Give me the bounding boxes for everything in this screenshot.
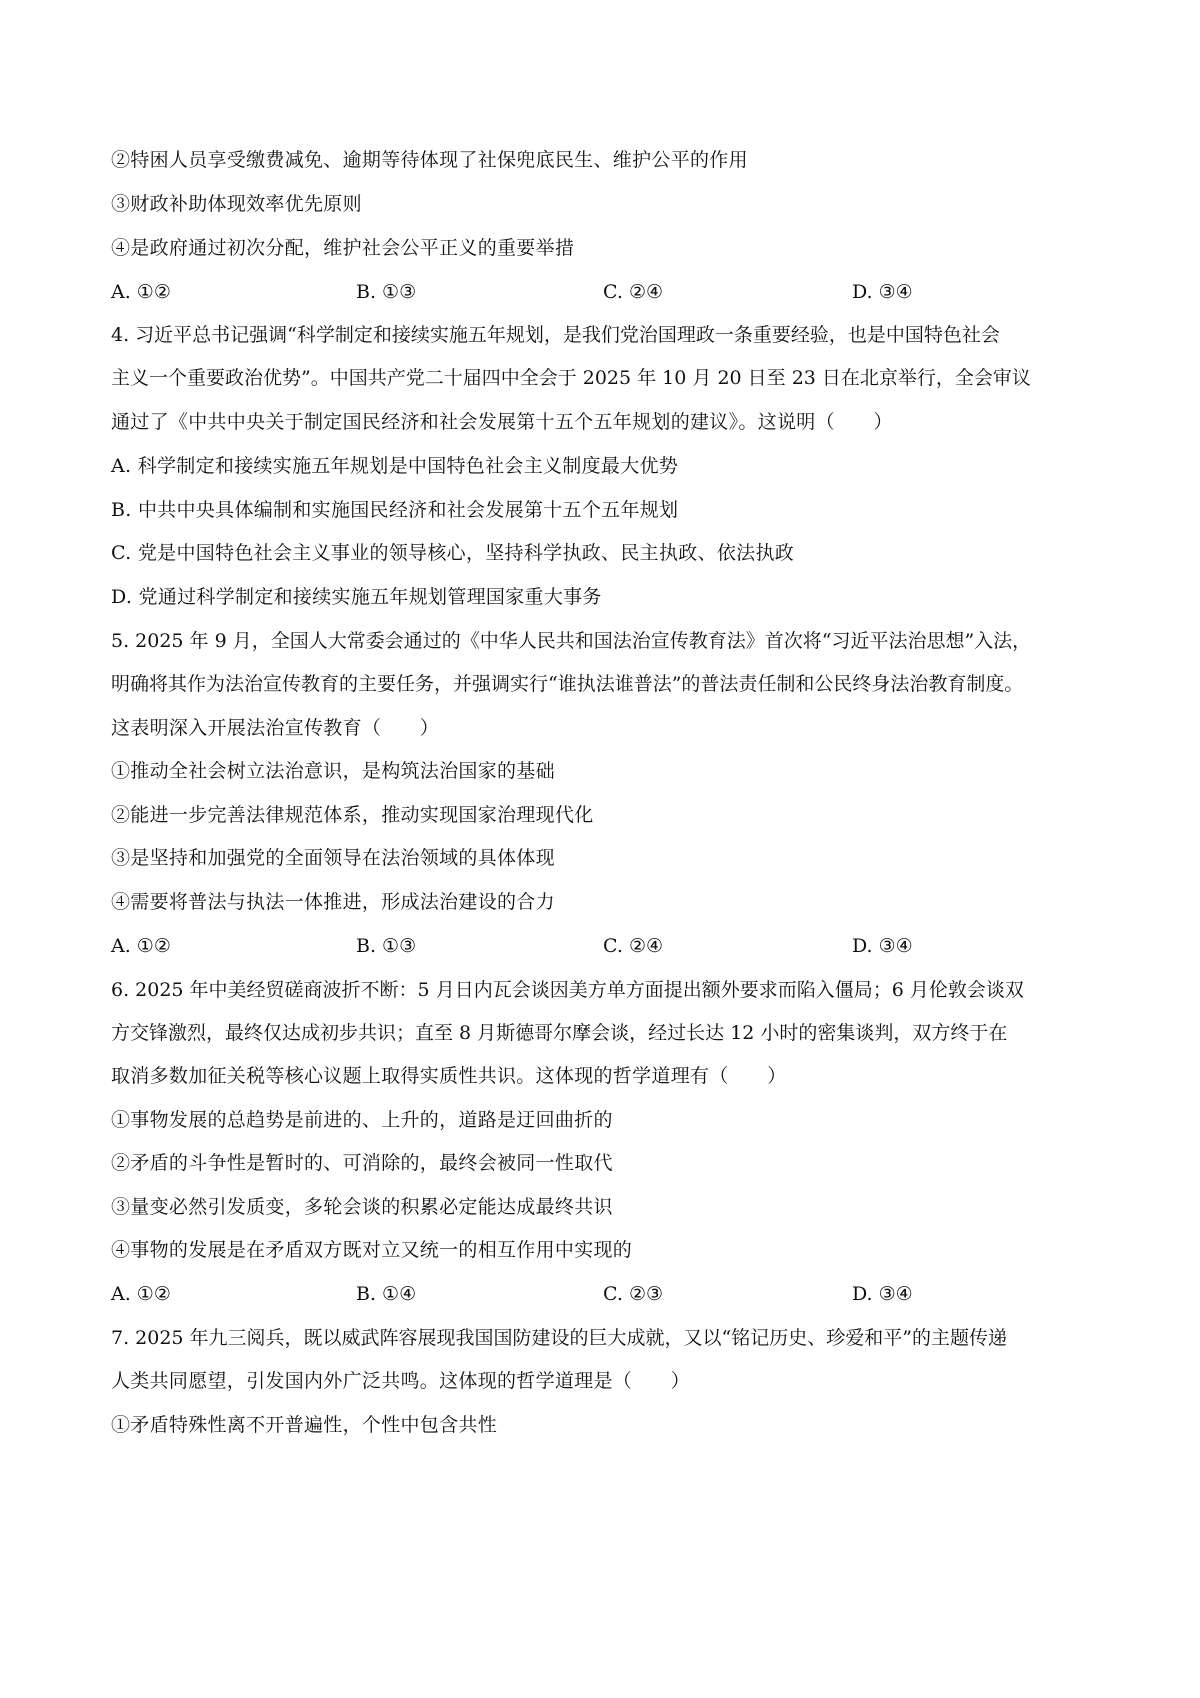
q5-statement-3: ③是坚持和加强党的全面领导在法治领域的具体体现 bbox=[111, 847, 555, 869]
q7-stem-line-1: 7. 2025 年九三阅兵，既以威武阵容展现我国国防建设的巨大成就，又以“铭记历史、珍爱和平”的主题传递 bbox=[111, 1327, 1007, 1349]
q6-option-d[interactable]: D. ③④ bbox=[852, 1283, 913, 1305]
q6-statement-3: ③量变必然引发质变，多轮会谈的积累必定能达成最终共识 bbox=[111, 1196, 613, 1218]
q5-statement-2: ②能进一步完善法律规范体系，推动实现国家治理现代化 bbox=[111, 804, 594, 826]
q4-stem-line-1: 4. 习近平总书记强调“科学制定和接续实施五年规划，是我们党治国理政一条重要经验，也是中国特色社会 bbox=[111, 324, 1000, 346]
q6-statement-2: ②矛盾的斗争性是暂时的、可消除的，最终会被同一性取代 bbox=[111, 1152, 613, 1174]
q5-statement-1: ①推动全社会树立法治意识，是构筑法治国家的基础 bbox=[111, 760, 555, 782]
q7-statement-1: ①矛盾特殊性离不开普遍性，个性中包含共性 bbox=[111, 1414, 498, 1436]
q5-option-a[interactable]: A. ①② bbox=[111, 935, 171, 957]
q4-stem-line-3: 通过了《中共中央关于制定国民经济和社会发展第十五个五年规划的建议》。这说明（ ） bbox=[111, 411, 893, 433]
q3-statement-2: ②特困人员享受缴费减免、逾期等待体现了社保兜底民生、维护公平的作用 bbox=[111, 149, 748, 171]
q5-stem-line-3: 这表明深入开展法治宣传教育（ ） bbox=[111, 717, 440, 739]
q6-option-b[interactable]: B. ①④ bbox=[356, 1283, 417, 1305]
q3-option-b[interactable]: B. ①③ bbox=[356, 281, 417, 303]
q6-option-c[interactable]: C. ②③ bbox=[603, 1283, 664, 1305]
q5-stem-line-1: 5. 2025 年 9 月，全国人大常委会通过的《中华人民共和国法治宣传教育法》首次将“习近平法治思想”入法， bbox=[111, 630, 1032, 652]
q5-statement-4: ④需要将普法与执法一体推进，形成法治建设的合力 bbox=[111, 891, 555, 913]
q3-option-a[interactable]: A. ①② bbox=[111, 281, 171, 303]
q6-stem-line-1: 6. 2025 年中美经贸磋商波折不断：5 月日内瓦会谈因美方单方面提出额外要求而陷入僵局；6 月伦敦会谈双 bbox=[111, 979, 1024, 1001]
q6-option-a[interactable]: A. ①② bbox=[111, 1283, 171, 1305]
q5-option-c[interactable]: C. ②④ bbox=[603, 935, 664, 957]
q3-option-d[interactable]: D. ③④ bbox=[852, 281, 913, 303]
q4-stem-line-2: 主义一个重要政治优势”。中国共产党二十届四中全会于 2025 年 10 月 20 日至 23 日在北京举行，全会审议 bbox=[111, 367, 1031, 389]
q3-statement-4: ④是政府通过初次分配，维护社会公平正义的重要举措 bbox=[111, 237, 575, 259]
q4-option-a[interactable]: A. 科学制定和接续实施五年规划是中国特色社会主义制度最大优势 bbox=[111, 455, 679, 477]
q7-stem-line-2: 人类共同愿望，引发国内外广泛共鸣。这体现的哲学道理是（ ） bbox=[111, 1370, 691, 1392]
q4-option-b[interactable]: B. 中共中央具体编制和实施国民经济和社会发展第十五个五年规划 bbox=[111, 499, 679, 521]
q5-option-b[interactable]: B. ①③ bbox=[356, 935, 417, 957]
q5-option-d[interactable]: D. ③④ bbox=[852, 935, 913, 957]
q3-option-c[interactable]: C. ②④ bbox=[603, 281, 664, 303]
q6-stem-line-2: 方交锋激烈，最终仅达成初步共识；直至 8 月斯德哥尔摩会谈，经过长达 12 小时的密集谈判，双方终于在 bbox=[111, 1022, 1008, 1044]
q4-option-c[interactable]: C. 党是中国特色社会主义事业的领导核心，坚持科学执政、民主执政、依法执政 bbox=[111, 542, 795, 564]
q6-statement-4: ④事物的发展是在矛盾双方既对立又统一的相互作用中实现的 bbox=[111, 1239, 633, 1261]
q5-stem-line-2: 明确将其作为法治宣传教育的主要任务，并强调实行“谁执法谁普法”的普法责任制和公民终身法治教育制度。 bbox=[111, 673, 1024, 695]
q6-stem-line-3: 取消多数加征关税等核心议题上取得实质性共识。这体现的哲学道理有（ ） bbox=[111, 1065, 787, 1087]
q4-option-d[interactable]: D. 党通过科学制定和接续实施五年规划管理国家重大事务 bbox=[111, 586, 602, 608]
q3-statement-3: ③财政补助体现效率优先原则 bbox=[111, 193, 362, 215]
q6-statement-1: ①事物发展的总趋势是前进的、上升的，道路是迂回曲折的 bbox=[111, 1109, 613, 1131]
